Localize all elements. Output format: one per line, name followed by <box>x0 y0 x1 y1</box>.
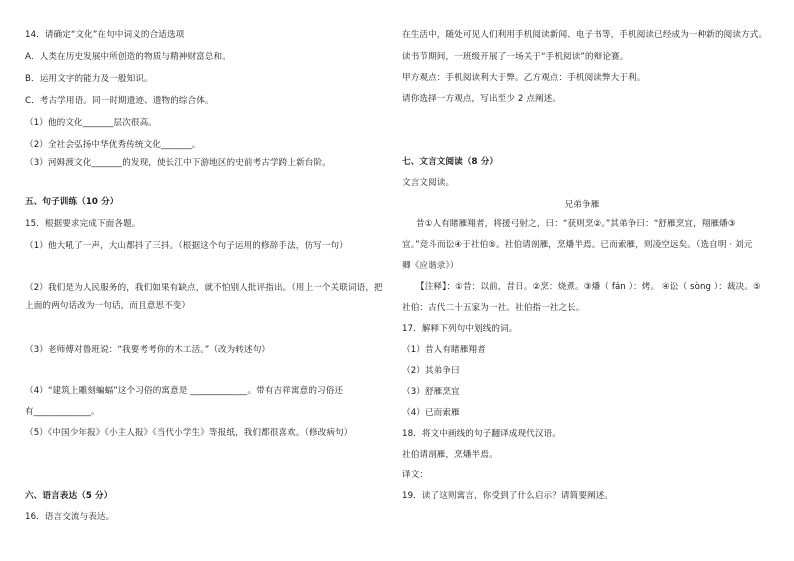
translation-label: 译文： <box>402 470 429 480</box>
question-18: 18．将文中画线的句子翻译成现代汉语。 <box>402 429 561 439</box>
passage-line-2: 读书节期间，一班级开展了一场关于“手机阅读”的辩论赛。 <box>402 52 629 62</box>
question-15-4-line2: 有_____________。 <box>25 407 100 417</box>
classical-text-line-2: 宜。”竞斗而讼④于社伯⑤。社伯请剖雁，烹燔半焉。已而索雁，则凌空远矣。（选自明 · 刘元 <box>402 240 753 250</box>
passage-title: 兄弟争雁 <box>564 200 600 210</box>
option-c: C．考古学用语。同一时期遗迹、遗物的综合体。 <box>25 96 214 106</box>
annotation-line-1: 【注释】：①昔：以前，昔日。②烹：烧煮。③燔（ fán ）：烤。 ④讼（ sòng ）：裁决。⑤ <box>416 282 761 292</box>
classical-text-line-1: 昔①人有睹雁翔者，将援弓射之，曰：“获则烹②。”其弟争曰：“舒雁烹宜，翔雁燔③ <box>416 219 736 229</box>
option-b: B．运用文字的能力及一般知识。 <box>25 74 153 84</box>
question-17-1: （1）昔人有睹雁翔者 <box>402 345 486 355</box>
option-a: A．人类在历史发展中所创造的物质与精神财富总和。 <box>25 52 231 62</box>
classical-text-line-3: 卿《应谐录》） <box>402 261 459 271</box>
sentence-1: （1）他的文化_______层次很高。 <box>25 118 157 128</box>
question-15: 15．根据要求完成下面各题。 <box>25 219 141 229</box>
question-16: 16．语言交流与表达。 <box>25 512 115 522</box>
passage-line-1: 在生活中，随处可见人们利用手机阅读新闻、电子书等，手机阅读已经成为一种新的阅读方式。 <box>402 30 768 40</box>
passage-line-3: 甲方观点：手机阅读利大于弊。乙方观点：手机阅读弊大于利。 <box>402 73 646 83</box>
question-14: 14．请确定“文化”在句中词义的合适选项 <box>25 30 185 40</box>
passage-line-4: 请你选择一方观点，写出至少 2 点阐述。 <box>402 94 562 104</box>
question-17-3: （3）舒雁烹宜 <box>402 387 460 397</box>
section-5-heading: 五、句子训练（10 分） <box>25 197 119 207</box>
question-15-1: （1）他大吼了一声，大山都抖了三抖。（根据这个句子运用的修辞手法，仿写一句） <box>25 241 348 251</box>
sentence-3: （3）河姆渡文化_______的发现，使长江中下游地区的史前考古学跨上新台阶。 <box>25 158 331 168</box>
question-15-5: （5）《中国少年报》《小主人报》《当代小学生》等报纸，我们都很喜欢。（修改病句） <box>25 428 353 438</box>
question-17-2: （2）其弟争曰 <box>402 366 460 376</box>
annotation-line-2: 社伯：古代二十五家为一社。社伯指一社之长。 <box>402 303 585 313</box>
section-6-heading: 六、语言表达（5 分） <box>25 491 113 501</box>
question-15-3: （3）老师傅对鲁班说：“我要考考你的木工活。”（改为转述句） <box>25 345 271 355</box>
question-18-sentence: 社伯请剖雁，烹燔半焉。 <box>402 450 498 460</box>
question-15-4-line1: （4）“建筑上雕刻蝙蝠”这个习俗的寓意是 _____________。带有吉祥寓意的习俗还 <box>25 386 344 396</box>
section-7-heading: 七、文言文阅读（8 分） <box>402 157 499 167</box>
sentence-2: （2）全社会弘扬中华优秀传统文化_______。 <box>25 140 201 150</box>
question-17-4: （4）已而索雁 <box>402 408 460 418</box>
question-17: 17．解释下列句中划线的词。 <box>402 324 518 334</box>
question-15-2-line1: （2）我们是为人民服务的，我们如果有缺点，就不怕别人批评指出。（用上一个关联词语，把 <box>25 283 383 293</box>
question-19: 19．读了这则寓言，你受到了什么启示？请简要阐述。 <box>402 491 614 501</box>
question-15-2-line2: 上面的两句话改为一句话，而且意思不变） <box>25 301 191 311</box>
section-7-intro: 文言文阅读。 <box>402 178 455 188</box>
